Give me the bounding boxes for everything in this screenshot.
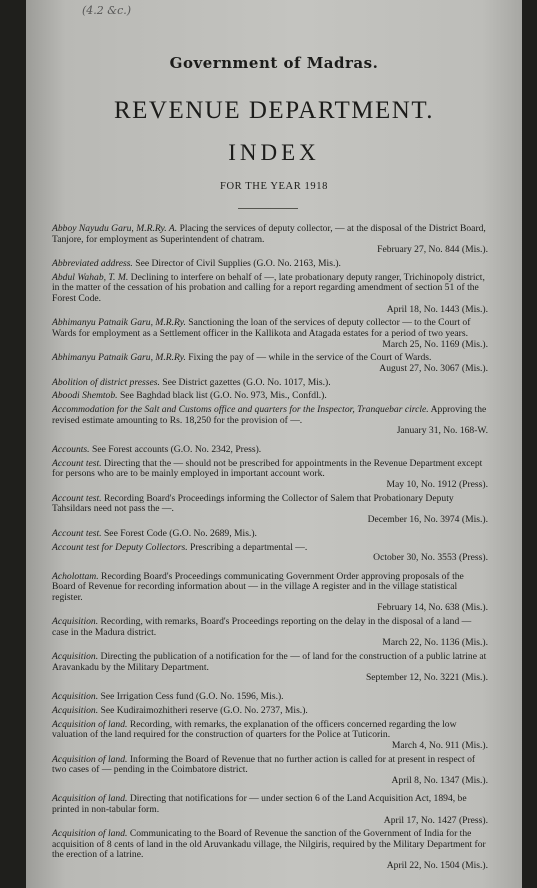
entry-reference: February 14, No. 638 (Mis.). [377, 602, 488, 614]
entry-text: See Kudiraimozhitheri reserve (G.O. No. 2737, Mis.). [100, 704, 308, 716]
index-entry [52, 445, 488, 456]
entry-text: See Forest Code (G.O. No. 2689, Mis.). [103, 527, 257, 539]
entry-text: Directing that notifications for — under section 6 of the Land Acquisition Act, 1894, be printed in non-tabular form. [52, 793, 467, 815]
entry-label: Acquisition of land. [52, 828, 128, 840]
entry-text: Directing that the — should not be prescribed for appointments in the Revenue Department except for persons who are to be mainly employed in important account work. [52, 457, 483, 480]
entry-label: Acquisition of land. [52, 753, 128, 765]
index-entry [52, 405, 488, 437]
index-entry [52, 652, 488, 684]
index-entry [52, 829, 488, 871]
index-entry [52, 692, 488, 703]
index-entries [52, 224, 488, 875]
index-entry [52, 273, 488, 315]
entry-text: See Director of Civil Supplies (G.O. No. 2163, Mis.). [135, 257, 341, 269]
entry-reference: January 31, No. 168-W. [396, 425, 488, 437]
entry-reference: March 25, No. 1169 (Mis.). [382, 338, 488, 350]
entry-text: See Forest accounts (G.O. No. 2342, Press). [91, 444, 262, 455]
index-entry [52, 494, 488, 526]
year-line: FOR THE YEAR 1918 [220, 181, 328, 192]
entry-reference: March 22, No. 1136 (Mis.). [382, 637, 488, 649]
entry-label: Abolition of district presses. [52, 376, 160, 388]
entry-label: Abbreviated address. [52, 257, 133, 269]
entry-reference: August 27, No. 3067 (Mis.). [379, 362, 488, 374]
entry-text: Approving the revised estimate amounting to Rs. 18,250 for the provision of —. [52, 404, 487, 426]
entry-text: Directing the publication of a notification for the — of land for the construction of a public latrine at Aravankadu by the Military Department. [52, 651, 487, 673]
entry-label: Abhimanyu Patnaik Garu, M.R.Ry. [52, 317, 186, 329]
entry-reference: April 8, No. 1347 (Mis.). [391, 774, 488, 786]
entry-text: Recording Board's Proceedings informing the Collector of Salem that Probationary Deputy Tahsildars need not pass the —. [52, 492, 454, 515]
index-entry [52, 543, 488, 564]
entry-text: See Irrigation Cess fund (G.O. No. 1596, Mis.). [100, 691, 284, 702]
index-entry [52, 720, 488, 752]
index-entry [52, 794, 488, 826]
entry-label: Acquisition of land. [52, 718, 128, 730]
divider-rule [238, 208, 298, 209]
entry-label: Account test for Deputy Collectors. [52, 541, 188, 553]
index-entry [52, 572, 488, 614]
entry-reference: May 10, No. 1912 (Press). [386, 478, 488, 490]
entry-text: Sanctioning the loan of the services of deputy collector — to the Court of Wards for employment as a Settlement officer in the Kallikota and Atagada estates for a period of two years. [52, 317, 471, 339]
government-heading: Government of Madras. [169, 54, 379, 72]
pencil-annotation: (4.2 &c.) [82, 4, 132, 17]
index-entry [52, 529, 488, 540]
entry-reference: April 17, No. 1427 (Press). [383, 814, 488, 826]
entry-label: Abboy Nayudu Garu, M.R.Ry. A. [52, 223, 178, 234]
entry-label: Abhimanyu Patnaik Garu, M.R.Ry. [52, 352, 186, 364]
entry-reference: April 22, No. 1504 (Mis.). [386, 860, 488, 872]
entry-text: Communicating to the Board of Revenue the sanction of the Government of India for the acquisition of 8 cents of land in the old Aruvankadu village, the Nilgiris, required by the Military Department for the erection of a latrine. [52, 828, 486, 861]
index-entry [52, 459, 488, 491]
entry-text: Prescribing a departmental —. [190, 541, 308, 553]
entry-reference: February 27, No. 844 (Mis.). [377, 244, 488, 256]
index-entry [52, 378, 488, 389]
entry-reference: April 18, No. 1443 (Mis.). [386, 303, 488, 315]
entry-reference: December 16, No. 3974 (Mis.). [367, 513, 488, 525]
entry-label: Aboodi Shemtob. [52, 390, 118, 402]
entry-label: Acquisition. [52, 704, 99, 716]
entry-label: Acholottam. [52, 570, 99, 582]
entry-text: Recording, with remarks, the explanation of the officers concerned regarding the low valuation of the land required for the construction of quarters for the Police at Tuticorin. [52, 718, 457, 741]
entry-label: Accommodation for the Salt and Customs office and quarters for the Inspector, Tranquebar circle. [52, 404, 429, 416]
index-entry [52, 318, 488, 350]
entry-text: See Baghdad black list (G.O. No. 973, Mis., Confdl.). [119, 390, 327, 402]
index-entry [52, 259, 488, 270]
entry-label: Abdul Wahab, T. M. [52, 271, 129, 283]
entry-label: Acquisition. [52, 651, 99, 663]
index-entry [52, 224, 488, 256]
entry-text: Declining to interfere on behalf of —, late probationary deputy ranger, Trichinopoly district, in the matter of the cessation of his probation and calling for a report regarding amendment of section 51 of the Forest Code. [52, 271, 485, 304]
document-page [26, 0, 522, 888]
index-entry [52, 353, 488, 374]
index-entry [52, 617, 488, 649]
index-entry [52, 391, 488, 402]
entry-reference: March 4, No. 911 (Mis.). [391, 739, 488, 751]
entry-label: Acquisition of land. [52, 793, 128, 805]
entry-text: Recording Board's Proceedings communicating Government Order approving proposals of the Board of Revenue for recording information about — in the village A register and in the village statistical register. [52, 570, 464, 603]
entry-label: Accounts. [52, 444, 90, 455]
entry-text: See District gazettes (G.O. No. 1017, Mis.). [162, 376, 331, 388]
entry-label: Acquisition. [52, 691, 99, 702]
entry-label: Account test. [52, 457, 102, 469]
index-entry [52, 755, 488, 787]
index-entry [52, 706, 488, 717]
entry-text: Fixing the pay of — while in the service of the Court of Wards. [188, 352, 432, 364]
entry-label: Account test. [52, 527, 102, 539]
department-heading: REVENUE DEPARTMENT. [113, 97, 435, 124]
entry-text: Informing the Board of Revenue that no further action is called for at present in respect of two cases of — pending in the Coimbatore district. [52, 753, 476, 776]
entry-reference: October 30, No. 3553 (Press). [373, 552, 488, 564]
entry-text: Recording, with remarks, Board's Proceedings reporting on the delay in the disposal of a land — case in the Madura district. [52, 616, 472, 638]
entry-label: Acquisition. [52, 616, 99, 628]
entry-text: Placing the services of deputy collector, — at the disposal of the District Board, Tanjore, for employment as Superintendent of chatram. [52, 223, 486, 245]
entry-reference: September 12, No. 3221 (Mis.). [365, 672, 488, 684]
entry-label: Account test. [52, 492, 102, 504]
index-title: INDEX [228, 140, 320, 165]
